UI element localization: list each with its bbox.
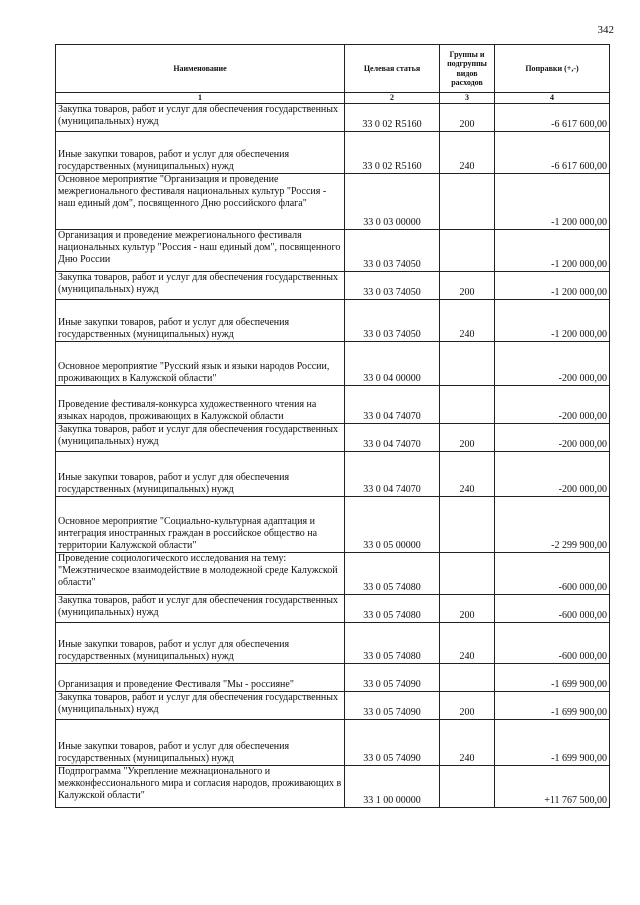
row-expense-type: 200 (440, 104, 495, 132)
table-row (56, 424, 610, 452)
header-target: Целевая статья (345, 45, 440, 93)
row-target-code: 33 0 05 74090 (345, 664, 440, 692)
row-target-code: 33 0 03 74050 (345, 272, 440, 300)
row-name: Иные закупки товаров, работ и услуг для обеспечения государственных (муниципальных) нужд (56, 132, 345, 174)
row-target-code: 33 0 04 74070 (345, 424, 440, 452)
table-row (56, 497, 610, 553)
table-row (56, 692, 610, 720)
table-row (56, 766, 610, 808)
row-name: Закупка товаров, работ и услуг для обеспечения государственных (муниципальных) нужд (56, 104, 345, 132)
row-target-code: 33 0 02 R5160 (345, 104, 440, 132)
column-number: 1 (56, 93, 345, 104)
row-target-code: 33 0 05 74090 (345, 720, 440, 766)
row-name: Иные закупки товаров, работ и услуг для обеспечения государственных (муниципальных) нужд (56, 452, 345, 497)
row-name: Основное мероприятие "Русский язык и языки народов России, проживающих в Калужской области" (56, 342, 345, 386)
row-expense-type: 200 (440, 424, 495, 452)
table-row (56, 452, 610, 497)
row-name: Подпрограмма "Укрепление межнационального и межконфессионального мира и согласия народов, проживающих в Калужской области" (56, 766, 345, 808)
table-row (56, 174, 610, 230)
table-row (56, 342, 610, 386)
row-name: Основное мероприятие "Социально-культурная адаптация и интеграция иностранных граждан в российское общество на территории Калужской области" (56, 497, 345, 553)
table-row (56, 664, 610, 692)
row-expense-type (440, 766, 495, 808)
row-expense-type (440, 664, 495, 692)
row-target-code: 33 0 03 74050 (345, 230, 440, 272)
row-expense-type (440, 174, 495, 230)
table-row (56, 132, 610, 174)
row-expense-type (440, 497, 495, 553)
header-amendment: Поправки (+,-) (495, 45, 610, 93)
row-target-code: 33 0 03 00000 (345, 174, 440, 230)
row-target-code: 33 0 02 R5160 (345, 132, 440, 174)
row-amount: -6 617 600,00 (495, 132, 610, 174)
row-amount: -1 699 900,00 (495, 664, 610, 692)
row-target-code: 33 0 05 74080 (345, 553, 440, 595)
row-expense-type: 240 (440, 132, 495, 174)
row-name: Организация и проведение межрегионального фестиваля национальных культур "Россия - наш единый дом", посвященного Дню России (56, 230, 345, 272)
table-row (56, 230, 610, 272)
row-target-code: 33 0 04 74070 (345, 386, 440, 424)
row-amount: -6 617 600,00 (495, 104, 610, 132)
budget-table (55, 44, 610, 808)
row-amount: -1 200 000,00 (495, 300, 610, 342)
header-name: Наименование (56, 45, 345, 93)
row-target-code: 33 0 05 00000 (345, 497, 440, 553)
row-amount: -2 299 900,00 (495, 497, 610, 553)
column-number-row (56, 93, 610, 104)
row-expense-type: 200 (440, 595, 495, 623)
row-name: Иные закупки товаров, работ и услуг для обеспечения государственных (муниципальных) нужд (56, 623, 345, 664)
row-expense-type (440, 386, 495, 424)
table-row (56, 720, 610, 766)
row-target-code: 33 0 04 00000 (345, 342, 440, 386)
page-number: 342 (597, 24, 614, 36)
table-row (56, 272, 610, 300)
row-name: Закупка товаров, работ и услуг для обеспечения государственных (муниципальных) нужд (56, 424, 345, 452)
row-name: Проведение фестиваля-конкурса художественного чтения на языках народов, проживающих в Калужской области (56, 386, 345, 424)
row-amount: -200 000,00 (495, 342, 610, 386)
row-target-code: 33 0 05 74090 (345, 692, 440, 720)
row-expense-type: 240 (440, 300, 495, 342)
row-amount: -1 699 900,00 (495, 720, 610, 766)
row-expense-type (440, 342, 495, 386)
row-target-code: 33 0 05 74080 (345, 623, 440, 664)
row-amount: -600 000,00 (495, 623, 610, 664)
column-number: 2 (345, 93, 440, 104)
table-row (56, 553, 610, 595)
table-row (56, 300, 610, 342)
row-name: Закупка товаров, работ и услуг для обеспечения государственных (муниципальных) нужд (56, 595, 345, 623)
row-expense-type (440, 553, 495, 595)
header-row (56, 45, 610, 93)
row-amount: -200 000,00 (495, 386, 610, 424)
row-amount: -200 000,00 (495, 424, 610, 452)
row-amount: -200 000,00 (495, 452, 610, 497)
row-expense-type: 240 (440, 452, 495, 497)
row-amount: -1 200 000,00 (495, 174, 610, 230)
row-amount: -600 000,00 (495, 595, 610, 623)
table-row (56, 386, 610, 424)
table-row (56, 623, 610, 664)
row-name: Закупка товаров, работ и услуг для обеспечения государственных (муниципальных) нужд (56, 272, 345, 300)
row-amount: +11 767 500,00 (495, 766, 610, 808)
table-row (56, 104, 610, 132)
row-expense-type: 200 (440, 692, 495, 720)
row-name: Организация и проведение Фестиваля "Мы - россияне" (56, 664, 345, 692)
header-group: Группы и подгруппы видов расходов (440, 45, 495, 93)
row-target-code: 33 1 00 00000 (345, 766, 440, 808)
row-name: Иные закупки товаров, работ и услуг для обеспечения государственных (муниципальных) нужд (56, 720, 345, 766)
row-expense-type: 200 (440, 272, 495, 300)
column-number: 4 (495, 93, 610, 104)
column-number: 3 (440, 93, 495, 104)
row-amount: -1 699 900,00 (495, 692, 610, 720)
row-amount: -1 200 000,00 (495, 272, 610, 300)
row-target-code: 33 0 04 74070 (345, 452, 440, 497)
row-expense-type: 240 (440, 623, 495, 664)
row-name: Проведение социологического исследования на тему: "Межэтническое взаимодействие в молодежной среде Калужской области" (56, 553, 345, 595)
row-amount: -600 000,00 (495, 553, 610, 595)
row-target-code: 33 0 03 74050 (345, 300, 440, 342)
table-row (56, 595, 610, 623)
row-target-code: 33 0 05 74080 (345, 595, 440, 623)
row-name: Иные закупки товаров, работ и услуг для обеспечения государственных (муниципальных) нужд (56, 300, 345, 342)
row-name: Основное мероприятие "Организация и проведение межрегионального фестиваля национальных культур "Россия - наш единый дом", посвященного Дню российского флага" (56, 174, 345, 230)
row-expense-type (440, 230, 495, 272)
row-name: Закупка товаров, работ и услуг для обеспечения государственных (муниципальных) нужд (56, 692, 345, 720)
row-expense-type: 240 (440, 720, 495, 766)
row-amount: -1 200 000,00 (495, 230, 610, 272)
